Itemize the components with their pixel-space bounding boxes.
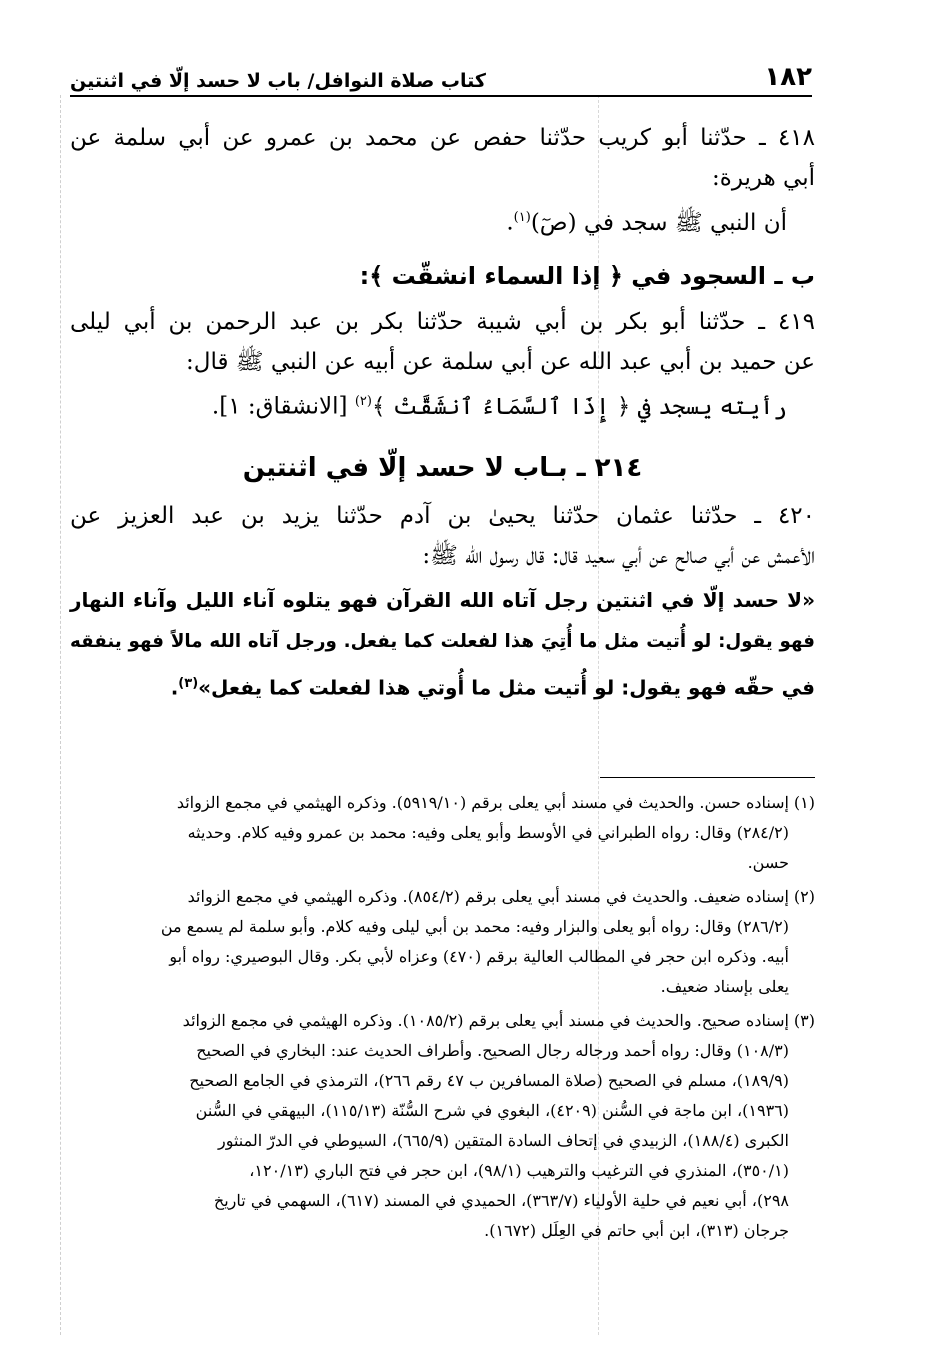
footnote-rule <box>600 777 815 778</box>
footnote-1-line-2: (٢٨٤/٢) وقال: رواه الطبراني في الأوسط وأبو يعلى وفيه: محمد بن عمرو وفيه كلام. وحديثه <box>187 823 789 842</box>
footnote-1-line-3: حسن. <box>747 853 789 872</box>
hadith-420-end: . <box>170 675 179 700</box>
footnote-3-text: إسناده صحيح. والحديث في مسند أبي يعلى برقم (١٠٨٥/٢). وذكره الهيثمي في مجمع الزوائد <box>182 1011 789 1030</box>
running-head: كتاب صلاة النوافل/ باب لا حسد إلّا في اثنتين <box>70 70 486 92</box>
hadith-418-text: أن النبي ﷺ سجد في (صٓ) <box>530 209 787 236</box>
hadith-420-line-1: ٤٢٠ ـ حدّثنا عثمان حدّثنا يحيىٰ بن آدم حدّثنا يزيد بن عبد العزيز عن <box>70 503 815 529</box>
hadith-420-line-4: فهو يقول: لو أُتيت مثل ما أُتِيَ هذا لفعلت كما يفعل. ورجل آتاه الله مالاً فهو ينفقه <box>70 631 815 652</box>
footnote-1-number: (١) <box>793 793 815 812</box>
hadith-419-end: [الانشقاق: ١]. <box>211 393 355 420</box>
page-number: ١٨٢ <box>764 62 812 92</box>
hadith-419-line-1: ٤١٩ ـ حدّثنا أبو بكر بن أبي شيبة حدّثنا بكر بن عبد الرحمن بن أبي ليلى <box>70 309 815 335</box>
hadith-419-text: رأيته يسجد في ﴿ إِذَا ٱلسَّمَاءُ ٱنشَقَّتْ ﴾ <box>371 393 787 420</box>
hadith-418-line-1: ٤١٨ ـ حدّثنا أبو كريب حدّثنا حفص عن محمد بن عمرو عن أبي سلمة عن <box>70 125 815 151</box>
hadith-420-line-2: الأعمش عن أبي صالح عن أبي سعيد قال: قال رسول الله ﷺ: <box>422 543 815 569</box>
footnote-3-line-8: جرجان (٣١٣)، ابن أبي حاتم في العِلَل (١٦٧٢). <box>484 1221 789 1240</box>
footnote-ref-1: (١) <box>513 210 531 225</box>
footnote-ref-2: (٢) <box>354 394 372 409</box>
hadith-419-line-3 <box>70 382 815 427</box>
footnote-2-line-4: يعلى بإسناد ضعيف. <box>660 977 789 996</box>
chapter-title: ٢١٤ ـ بـاب لا حسد إلّا في اثنتين <box>242 453 643 483</box>
footnote-1-line-1 <box>70 788 815 818</box>
footnote-2-number: (٢) <box>793 887 815 906</box>
footnote-3-line-6: (٣٥٠/١)، المنذري في الترغيب والترهيب (٩٨/١)، ابن حجر في فتح الباري (١٢٠/١٣، <box>249 1161 789 1180</box>
footnote-2-line-2: (٢٨٦/٢) وقال: رواه أبو يعلى والبزار وفيه: محمد بن أبي ليلى وفيه كلام. وأبو سلمة لم يسمع من <box>160 917 789 936</box>
hadith-420-line-5 <box>70 664 815 708</box>
footnote-3-line-2: (١٠٨/٣) وقال: رواه أحمد ورجاله رجال الصحيح. وأطراف الحديث عند: البخاري في الصحيح <box>196 1041 789 1060</box>
footnote-3-line-1 <box>70 1006 815 1036</box>
footnote-3-line-3: (١٨٩/٩)، مسلم في الصحيح (صلاة المسافرين ب ٤٧ رقم ٢٦٦)، الترمذي في الجامع الصحيح <box>189 1071 789 1090</box>
hadith-418-end: . <box>506 209 514 236</box>
footnote-3-line-4: (١٩٣٦)، ابن ماجة في السُّنن (٤٢٠٩)، البغوي في شرح السُّنّة (١١٥/١٣)، البيهقي في السُّنن <box>195 1101 789 1120</box>
section-b-heading: ب ـ السجود في ﴿ إذا السماء انشقّت ﴾: <box>359 262 815 290</box>
scan-guide-line <box>60 95 61 1335</box>
footnote-2-line-3: أبيه. وذكره ابن حجر في المطالب العالية برقم (٤٧٠) وعزاه لأبي بكر. وقال البوصيري: رواه أبو <box>169 947 789 966</box>
footnote-1-text: إسناده حسن. والحديث في مسند أبي يعلى برقم (٥٩١٩/١٠). وذكره الهيثمي في مجمع الزوائد <box>176 793 789 812</box>
header-rule <box>70 95 812 97</box>
footnote-ref-3: (٣) <box>178 676 199 691</box>
footnote-3-line-5: الكبرى (١٨٨/٤)، الزبيدي في إتحاف السادة المتقين (٦٦٥/٩)، السيوطي في الدرّ المنثور <box>217 1131 789 1150</box>
footnote-3-line-7: ٢٩٨)، أبي نعيم في حلية الأولياء (٣٦٣/٧)، الحميدي في المسند (٦١٧)، السهمي في تاريخ <box>213 1191 789 1210</box>
hadith-418-line-3 <box>70 198 815 243</box>
hadith-420-line-3: «لا حسد إلّا في اثنتين رجل آتاه الله القرآن فهو يتلوه آناء الليل وآناء النهار <box>70 588 815 612</box>
footnote-2-line-1 <box>70 882 815 912</box>
page-header <box>70 52 812 92</box>
hadith-418-line-2: أبي هريرة: <box>712 165 815 191</box>
hadith-419-line-2: عن حميد بن أبي عبد الله عن أبي سلمة عن أبيه عن النبي ﷺ قال: <box>186 349 815 375</box>
hadith-420-text: في حقّه فهو يقول: لو أُتيت مثل ما أُوتي هذا لفعلت كما يفعل» <box>198 675 815 700</box>
footnote-3-number: (٣) <box>793 1011 815 1030</box>
footnote-2-text: إسناده ضعيف. والحديث في مسند أبي يعلى برقم (٨٥٤/٢). وذكره الهيثمي في مجمع الزوائد <box>187 887 789 906</box>
